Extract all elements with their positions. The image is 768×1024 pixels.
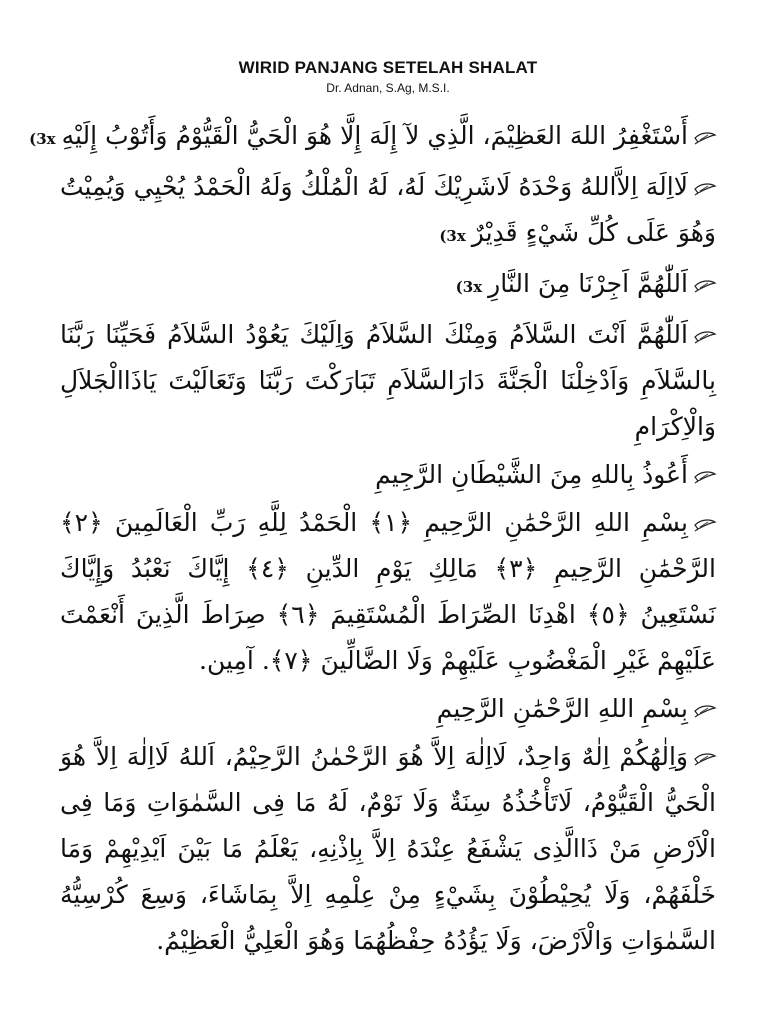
repeat-count: (3x (29, 130, 56, 148)
dhikr-istighfar (29, 113, 716, 162)
quill-pen-icon (694, 131, 716, 145)
dhikr-salam (60, 312, 716, 450)
quill-pen-icon (694, 279, 716, 293)
document-title: WIRID PANJANG SETELAH SHALAT (238, 58, 538, 77)
dhikr-text: اَللّٰهُمَّ اَجِرْنَا مِنَ النَّارِ (488, 269, 688, 298)
dhikr-text: اَللّٰهُمَّ اَنْتَ السَّلاَمُ وَمِنْكَ السَّلاَمُ وَاِلَيْكَ يَعُوْدُ السَّلاَمُ فَحَيِّنَا رَبَّنَا بِالسَّلاَمِ وَاَدْخِلْنَا الْجَنَّةَ دَارَالسَّلاَمِ تَبَارَكْتَ رَبَّنَا وَتَعَالَيْتَ يَاذَاالْجَلاَلِ وَالْاِكْرَامِ (60, 320, 716, 441)
dhikr-ajirna (60, 261, 716, 310)
dhikr-ayat-kursi (60, 734, 716, 964)
dhikr-text: لَااِلَهَ اِلاَّاللهُ وَحْدَهُ لَاشَرِيْكَ لَهُ، لَهُ الْمُلْكُ وَلَهُ الْحَمْدُ يُحْيِي وَيُمِيْتُ وَهُوَ عَلَى كُلِّ شَيْءٍ قَدِيْرٌ (60, 172, 716, 247)
quill-pen-icon (694, 182, 716, 196)
quill-pen-icon (694, 704, 716, 718)
dhikr-basmalah (60, 686, 716, 732)
dhikr-text: وَاِلٰهُكُمْ اِلٰهٌ وَاحِدٌ، لَااِلٰهَ اِلاَّ هُوَ الرَّحْمٰنُ الرَّحِيْمُ، اَللهُ لَااِلٰهَ اِلاَّ هُوَ الْحَيُّ الْقَيُّوْمُ، لَاتَأْخُذُهُ سِنَةٌ وَلَا نَوْمٌ، لَهُ مَا فِى السَّمٰوَاتِ وَمَا فِى الْاَرْضِ مَنْ ذَاالَّذِى يَشْفَعُ عِنْدَهُ اِلاَّ بِاِذْنِهِ، يَعْلَمُ مَا بَيْنَ اَيْدِيْهِمْ وَمَا خَلْفَهُمْ، وَلَا يُحِيْطُوْنَ بِشَيْءٍ مِنْ عِلْمِهِ اِلاَّ بِمَاشَاءَ، وَسِعَ كُرْسِيُّهُ السَّمٰوَاتِ وَالْاَرْضَ، وَلَا يَؤُدُهُ حِفْظُهُمَا وَهُوَ الْعَلِيُّ الْعَظِيْمُ. (60, 742, 716, 955)
dhikr-text: بِسْمِ اللهِ الرَّحْمَٰنِ الرَّحِيمِ (436, 694, 688, 723)
quill-pen-icon (694, 752, 716, 766)
quill-pen-icon (694, 330, 716, 344)
dhikr-al-fatihah (60, 500, 716, 684)
dhikr-tahlil (60, 164, 716, 259)
quill-pen-icon (694, 518, 716, 532)
repeat-count: (3x (455, 278, 483, 296)
document-author: Dr. Adnan, S.Ag, M.S.I. (326, 81, 450, 95)
dhikr-text: بِسْمِ اللهِ الرَّحْمَٰنِ الرَّحِيمِ ﴿١﴾ الْحَمْدُ لِلَّهِ رَبِّ الْعَالَمِينَ ﴿٢﴾ الرَّحْمَٰنِ الرَّحِيمِ ﴿٣﴾ مَالِكِ يَوْمِ الدِّينِ ﴿٤﴾ إِيَّاكَ نَعْبُدُ وَإِيَّاكَ نَسْتَعِينُ ﴿٥﴾ اهْدِنَا الصِّرَاطَ الْمُسْتَقِيمَ ﴿٦﴾ صِرَاطَ الَّذِينَ أَنْعَمْتَ عَلَيْهِمْ غَيْرِ الْمَغْضُوبِ عَلَيْهِمْ وَلَا الضَّالِّينَ ﴿٧﴾. آمِين. (60, 508, 716, 675)
quill-pen-icon (694, 470, 716, 484)
dhikr-text: أَسْتَغْفِرُ اللهَ العَظِيْمَ، الَّذِي لآ إِلَهَ إِلَّا هُوَ الْحَيُّ الْقَيُّوْمُ وَأَتُوْبُ إِلَيْهِ (61, 121, 688, 150)
dhikr-text: أَعُوذُ بِاللهِ مِنَ الشَّيْطَانِ الرَّجِيمِ (375, 460, 688, 489)
dhikr-taawudz (60, 452, 716, 498)
repeat-count: (3x (439, 227, 466, 245)
